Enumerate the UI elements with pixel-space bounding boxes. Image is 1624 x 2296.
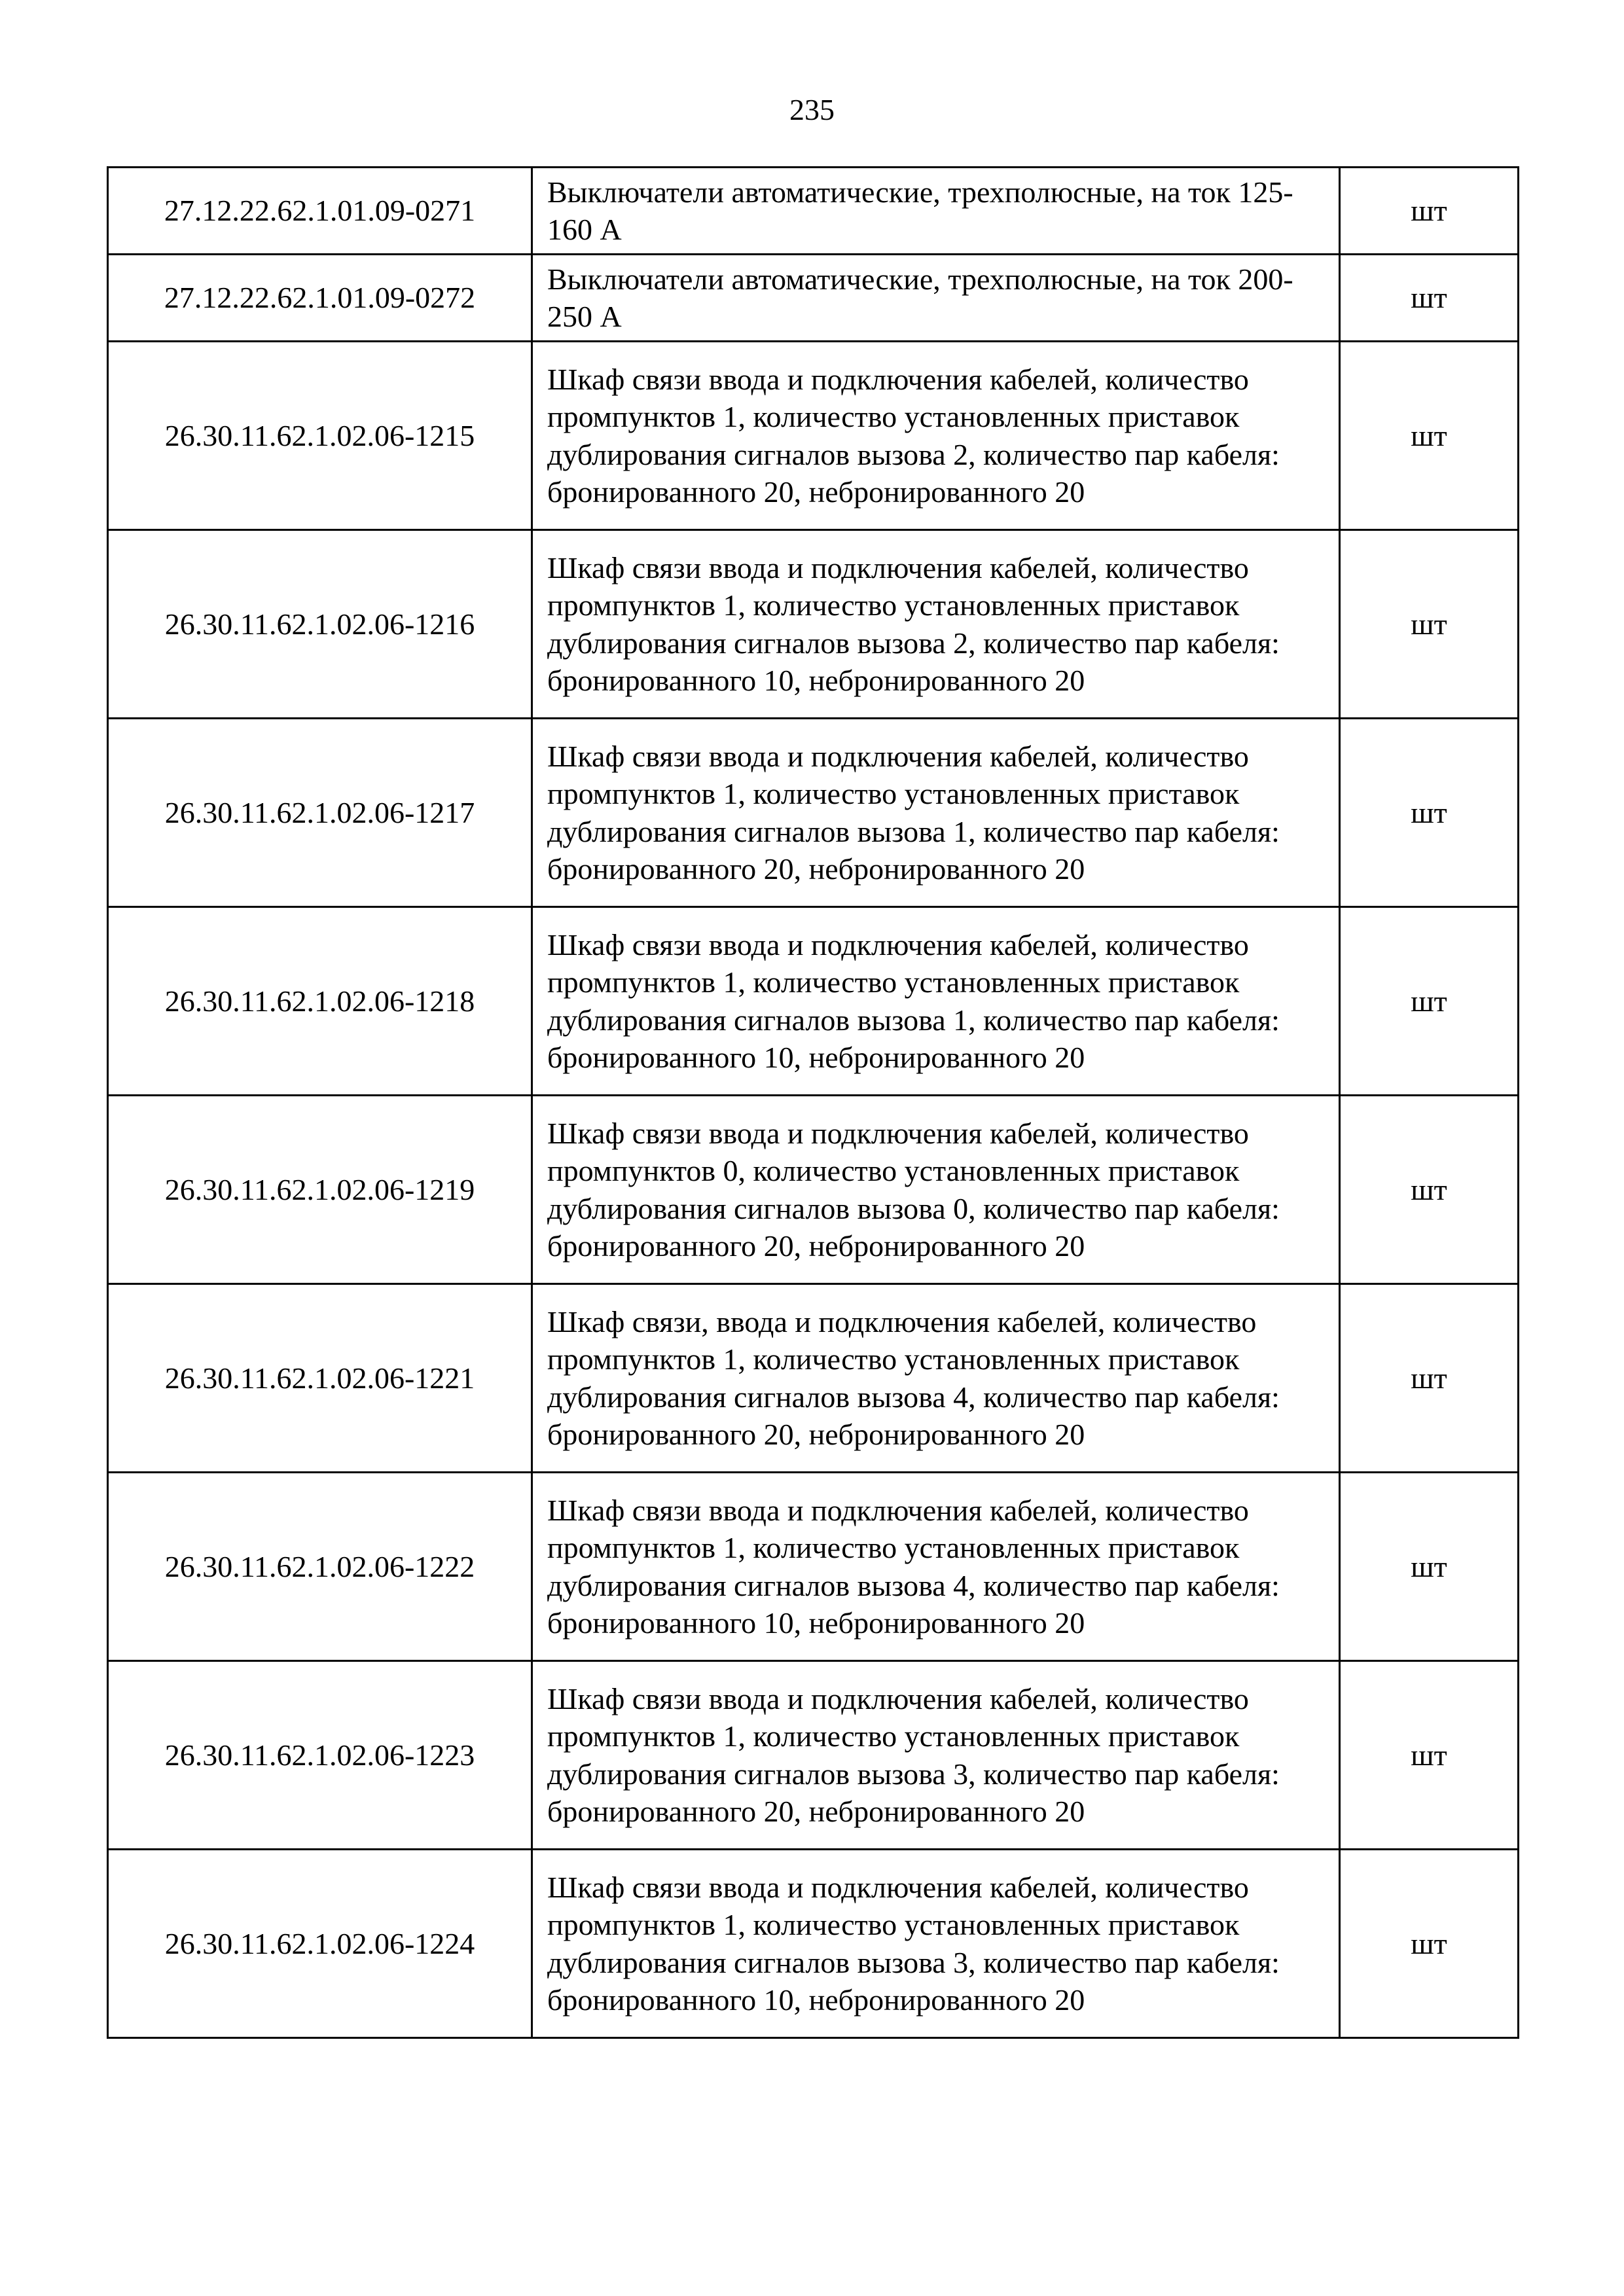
- resource-code: 26.30.11.62.1.02.06-1219: [108, 1096, 532, 1284]
- resource-name: [532, 719, 1340, 907]
- resource-table-body: [108, 168, 1519, 2038]
- resource-name: [532, 255, 1340, 342]
- resource-unit: шт: [1340, 1473, 1519, 1661]
- table-row: [108, 1850, 1519, 2038]
- resource-name: [532, 1661, 1340, 1850]
- resource-unit: шт: [1340, 1661, 1519, 1850]
- table-row: [108, 530, 1519, 719]
- resource-unit: шт: [1340, 1096, 1519, 1284]
- resource-code: 26.30.11.62.1.02.06-1216: [108, 530, 532, 719]
- table-row: [108, 1661, 1519, 1850]
- resource-unit: шт: [1340, 1850, 1519, 2038]
- table-row: [108, 255, 1519, 342]
- resource-unit: шт: [1340, 1284, 1519, 1473]
- resource-name-text: Шкаф связи ввода и подключения кабелей, количество промпунктов 1, количество установленных приставок дублирования сигналов вызова 2, количество пар кабеля: бронированного 20, небронированного 20: [547, 362, 1280, 509]
- resource-name: [532, 907, 1340, 1096]
- resource-code: 27.12.22.62.1.01.09-0272: [108, 255, 532, 342]
- resource-name: [532, 168, 1340, 255]
- resource-code: 26.30.11.62.1.02.06-1215: [108, 342, 532, 530]
- resource-code: 26.30.11.62.1.02.06-1222: [108, 1473, 532, 1661]
- resource-name-text: Шкаф связи ввода и подключения кабелей, количество промпунктов 0, количество установленных приставок дублирования сигналов вызова 0, количество пар кабеля: бронированного 20, небронированного 20: [547, 1116, 1280, 1263]
- table-row: [108, 1473, 1519, 1661]
- resource-name-text: Шкаф связи ввода и подключения кабелей, количество промпунктов 1, количество установленных приставок дублирования сигналов вызова 1, количество пар кабеля: бронированного 20, небронированного 20: [547, 739, 1280, 886]
- table-row: [108, 719, 1519, 907]
- resource-code: 27.12.22.62.1.01.09-0271: [108, 168, 532, 255]
- resource-code: 26.30.11.62.1.02.06-1218: [108, 907, 532, 1096]
- table-row: [108, 907, 1519, 1096]
- resource-code: 26.30.11.62.1.02.06-1217: [108, 719, 532, 907]
- resource-name-text: Шкаф связи, ввода и подключения кабелей, количество промпунктов 1, количество установленных приставок дублирования сигналов вызова 4, количество пар кабеля: бронированного 20, небронированного 20: [547, 1304, 1280, 1451]
- resource-name-text: Шкаф связи ввода и подключения кабелей, количество промпунктов 1, количество установленных приставок дублирования сигналов вызова 2, количество пар кабеля: бронированного 10, небронированного 20: [547, 550, 1280, 697]
- table-row: [108, 1096, 1519, 1284]
- resource-unit: шт: [1340, 255, 1519, 342]
- resource-name: [532, 1096, 1340, 1284]
- resource-name: [532, 530, 1340, 719]
- resource-name-text: Шкаф связи ввода и подключения кабелей, количество промпунктов 1, количество установленных приставок дублирования сигналов вызова 3, количество пар кабеля: бронированного 10, небронированного 20: [547, 1870, 1280, 2017]
- resource-unit: шт: [1340, 907, 1519, 1096]
- resource-name: [532, 1473, 1340, 1661]
- resource-name-text: Шкаф связи ввода и подключения кабелей, количество промпунктов 1, количество установленных приставок дублирования сигналов вызова 3, количество пар кабеля: бронированного 20, небронированного 20: [547, 1681, 1280, 1828]
- resource-code: 26.30.11.62.1.02.06-1223: [108, 1661, 532, 1850]
- resource-unit: шт: [1340, 530, 1519, 719]
- resource-name: [532, 1284, 1340, 1473]
- resource-name: [532, 1850, 1340, 2038]
- resource-code: 26.30.11.62.1.02.06-1224: [108, 1850, 532, 2038]
- table-row: [108, 342, 1519, 530]
- resource-unit: шт: [1340, 168, 1519, 255]
- resource-unit: шт: [1340, 719, 1519, 907]
- resource-unit: шт: [1340, 342, 1519, 530]
- resource-name-text: Выключатели автоматические, трехполюсные, на ток 125-160 А: [547, 175, 1293, 246]
- resource-name-text: Выключатели автоматические, трехполюсные, на ток 200-250 А: [547, 262, 1293, 333]
- resource-name-text: Шкаф связи ввода и подключения кабелей, количество промпунктов 1, количество установленных приставок дублирования сигналов вызова 4, количество пар кабеля: бронированного 10, небронированного 20: [547, 1493, 1280, 1640]
- table-row: [108, 1284, 1519, 1473]
- table-row: [108, 168, 1519, 255]
- resource-table: [107, 166, 1519, 2039]
- page-number: 235: [789, 93, 835, 126]
- resource-name-text: Шкаф связи ввода и подключения кабелей, количество промпунктов 1, количество установленных приставок дублирования сигналов вызова 1, количество пар кабеля: бронированного 10, небронированного 20: [547, 927, 1280, 1074]
- resource-code: 26.30.11.62.1.02.06-1221: [108, 1284, 532, 1473]
- resource-name: [532, 342, 1340, 530]
